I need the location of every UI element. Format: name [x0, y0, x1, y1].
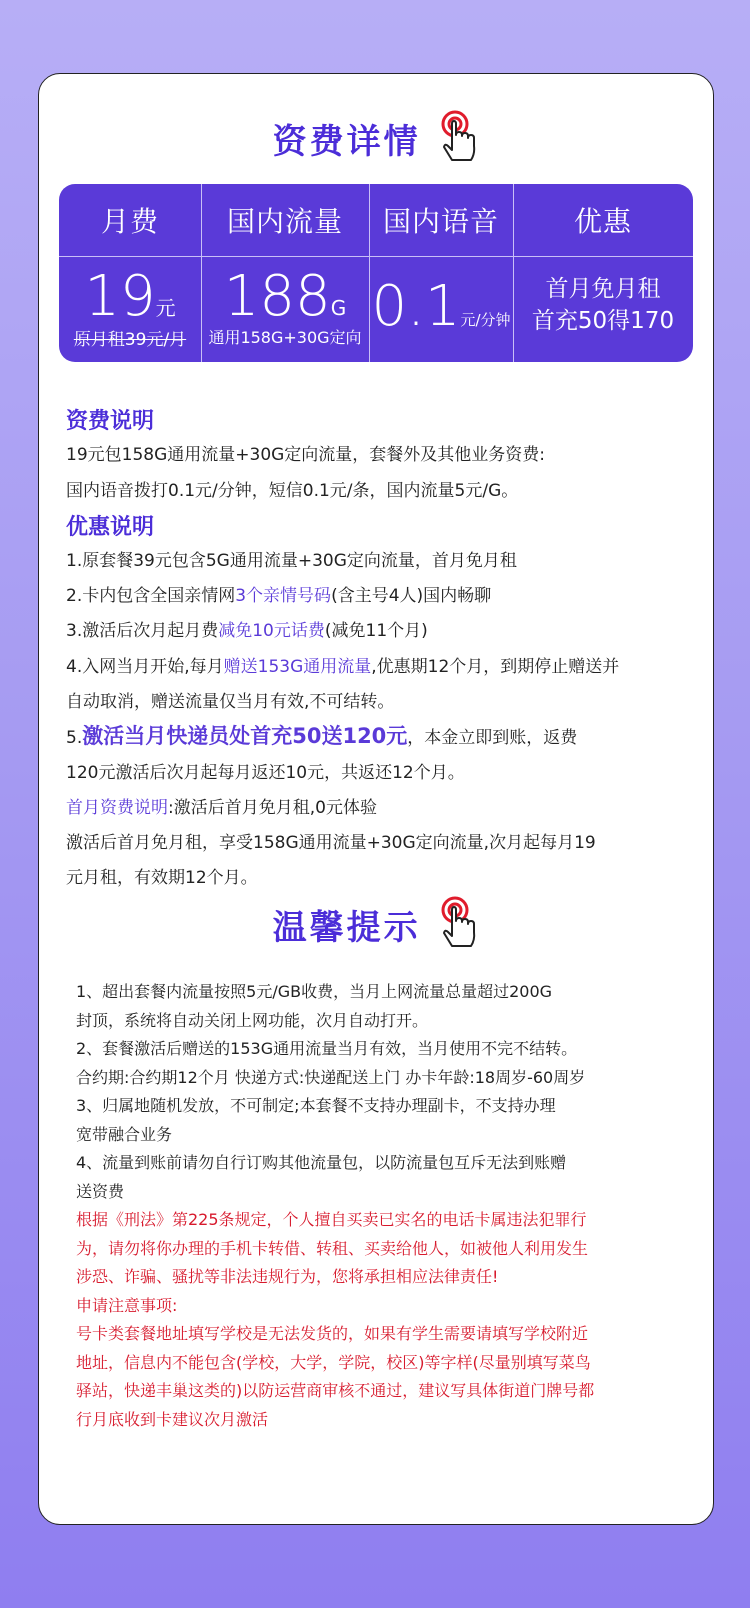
first-month-line2: 激活后首月免月租，享受158G通用流量+30G定向流量,次月起每月19 — [66, 833, 596, 853]
promo-item-3-highlight: 减免10元话费 — [218, 621, 325, 641]
section-header-tips — [39, 896, 713, 952]
fee-amount: 19 — [84, 264, 156, 329]
fee-unit: 元 — [155, 296, 176, 320]
fee-desc-line1: 19元包158G通用流量+30G定向流量，套餐外及其他业务资费: — [66, 445, 546, 465]
plan-details-title: 资费详情 — [272, 121, 421, 162]
warning-line: 为，请勿将你办理的手机卡转借、转租、买卖给他人，如被他人利用发生 — [76, 1238, 589, 1258]
header-monthly-fee: 月费 — [59, 184, 201, 257]
monthly-fee-value — [59, 257, 201, 362]
first-month-label: 首月资费说明 — [66, 798, 168, 818]
promo-item-4-suffix: ,优惠期12个月，到期停止赠送并 — [371, 657, 620, 677]
tip-line: 宽带融合业务 — [76, 1124, 173, 1144]
promo-item-5-suffix: ，本金立即到账，返费 — [407, 728, 578, 748]
promo-item-2-suffix: (含主号4人)国内畅聊 — [331, 586, 492, 606]
column-monthly-fee — [59, 184, 202, 362]
header-promotion: 优惠 — [513, 184, 693, 257]
promo-item-5 — [66, 720, 577, 750]
header-domestic-voice: 国内语音 — [369, 184, 513, 257]
warning-line: 涉恐、诈骗、骚扰等非法违规行为，您将承担相应法律责任! — [76, 1267, 499, 1286]
promo-item-3-text: 3.激活后次月起月费 — [66, 621, 219, 641]
notice-title: 申请注意事项: — [76, 1295, 178, 1315]
promotion-value — [513, 257, 693, 362]
promo-item-2-text: 2.卡内包含全国亲情网 — [66, 586, 236, 606]
promo-item-5-num: 5. — [66, 728, 83, 748]
data-unit: G — [330, 296, 347, 320]
notice-line: 驿站，快递丰巢这类的)以防运营商审核不通过，建议写具体街道门牌号都 — [76, 1381, 595, 1400]
tip-line: 3、归属地随机发放，不可制定;本套餐不支持办理副卡，不支持办理 — [76, 1096, 556, 1115]
promo-item-4 — [66, 652, 619, 677]
first-month-text: :激活后首月免月租,0元体验 — [168, 798, 377, 818]
promo-item-2 — [66, 581, 491, 606]
promo-item-4-highlight: 赠送153G通用流量 — [223, 657, 372, 677]
promo-line1: 首月免月租 — [545, 276, 661, 302]
first-month-desc — [66, 793, 377, 818]
tip-line: 封顶，系统将自动关闭上网功能，次月自动打开。 — [76, 1010, 429, 1030]
promo-desc-title: 优惠说明 — [66, 515, 155, 540]
fee-desc-title: 资费说明 — [66, 409, 155, 434]
notice-line: 地址，信息内不能包含(学校，大学，学院，校区)等字样(尽量别填写菜鸟 — [76, 1352, 591, 1372]
promo-line2: 首充50得170 — [531, 308, 675, 334]
hand-pointer-icon — [439, 896, 479, 952]
warning-line: 根据《刑法》第225条规定，个人擅自买卖已实名的电话卡属违法犯罪行 — [76, 1210, 587, 1229]
promo-item-1: 1.原套餐39元包含5G通用流量+30G定向流量，首月免月租 — [66, 551, 517, 571]
plan-table — [59, 184, 693, 362]
promo-item-2-highlight: 3个亲情号码 — [235, 586, 332, 606]
domestic-data-value — [201, 257, 369, 362]
tip-line: 送资费 — [76, 1181, 125, 1201]
column-domestic-data — [201, 184, 370, 362]
tip-line: 4、流量到账前请勿自行订购其他流量包，以防流量包互斥无法到账赠 — [76, 1153, 567, 1172]
promo-item-5-cont: 120元激活后次月起每月返还10元，共返还12个月。 — [66, 763, 465, 783]
promo-item-3 — [66, 616, 428, 641]
tips-list — [76, 978, 676, 1434]
promo-item-5-highlight: 激活当月快递员处首充50送120元 — [82, 724, 408, 748]
tip-line: 1、超出套餐内流量按照5元/GB收费，当月上网流量总量超过200G — [76, 982, 553, 1001]
promo-item-4-text: 4.入网当月开始,每月 — [66, 657, 224, 677]
notice-line: 号卡类套餐地址填写学校是无法发货的，如果有学生需要请填写学校附近 — [76, 1324, 589, 1343]
promo-item-3-suffix: (减免11个月) — [324, 621, 428, 641]
tip-line: 2、套餐激活后赠送的153G通用流量当月有效，当月使用不完不结转。 — [76, 1039, 578, 1058]
original-fee: 原月租39元/月 — [73, 330, 187, 350]
tips-title: 温馨提示 — [272, 907, 421, 948]
domestic-voice-value — [369, 257, 513, 362]
column-domestic-voice — [369, 184, 514, 362]
data-note: 通用158G+30G定向 — [208, 328, 362, 347]
plan-card — [38, 73, 714, 1525]
fee-desc-line2: 国内语音拨打0.1元/分钟，短信0.1元/条，国内流量5元/G。 — [66, 481, 519, 501]
column-promotion — [513, 184, 693, 362]
first-month-line3: 元月租，有效期12个月。 — [66, 868, 258, 888]
promo-item-4-cont: 自动取消，赠送流量仅当月有效,不可结转。 — [66, 692, 395, 712]
header-domestic-data: 国内流量 — [201, 184, 369, 257]
notice-line: 行月底收到卡建议次月激活 — [76, 1409, 269, 1429]
voice-unit: 元/分钟 — [460, 311, 511, 329]
voice-amount: 0.1 — [371, 274, 461, 339]
tip-line: 合约期:合约期12个月 快递方式:快递配送上门 办卡年龄:18周岁-60周岁 — [76, 1067, 586, 1087]
section-header-plan-details — [39, 110, 713, 166]
hand-pointer-icon — [439, 110, 479, 166]
data-amount: 188 — [223, 264, 331, 329]
